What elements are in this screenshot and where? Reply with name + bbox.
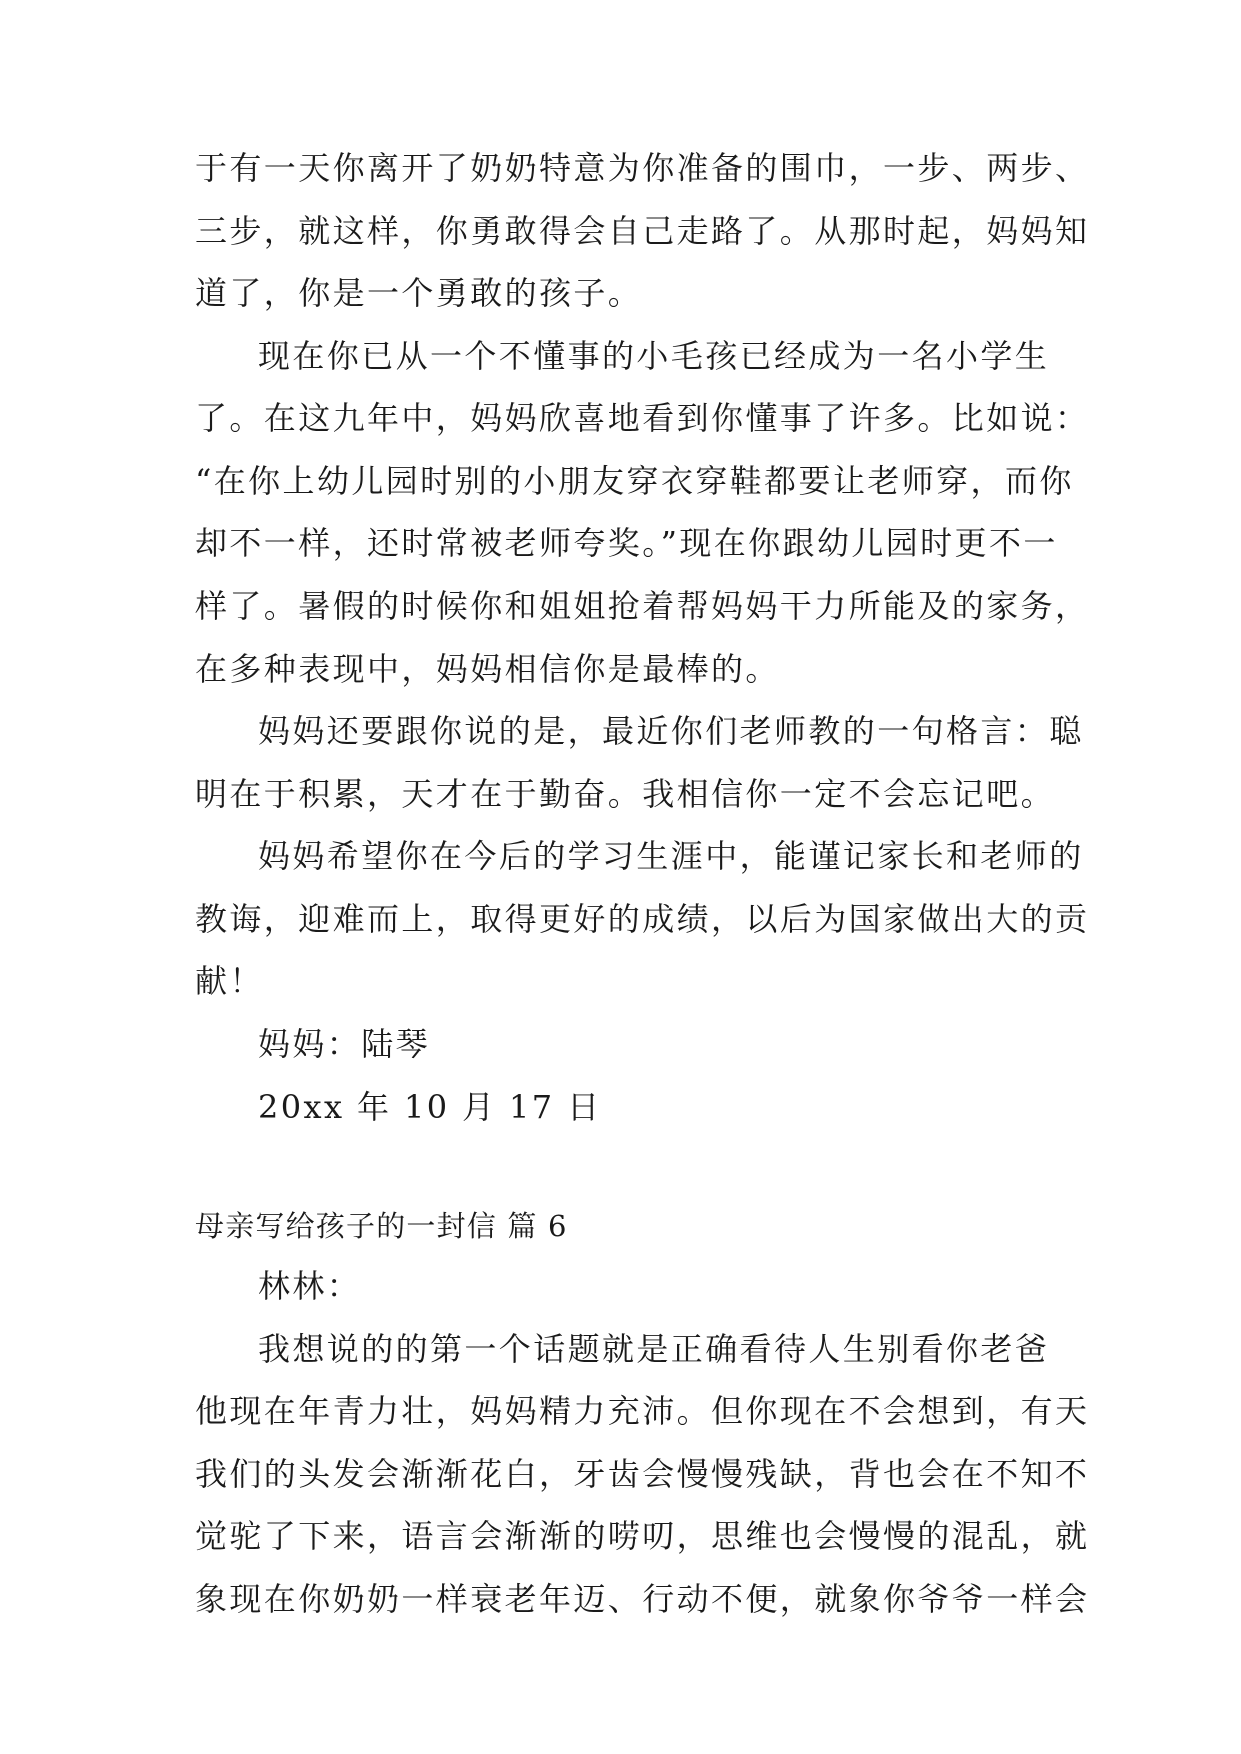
signature-line: 妈妈：陆琴 bbox=[258, 1025, 431, 1063]
paragraph-line: 在多种表现中，妈妈相信你是最棒的。 bbox=[195, 650, 780, 688]
paragraph-line: 我想说的的第一个话题就是正确看待人生别看你老爸 bbox=[258, 1330, 1050, 1368]
paragraph-line: 道了，你是一个勇敢的孩子。 bbox=[195, 274, 643, 312]
paragraph-line: “在你上幼儿园时别的小朋友穿衣穿鞋都要让老师穿，而你 bbox=[195, 462, 1074, 500]
paragraph-line: 教诲，迎难而上，取得更好的成绩，以后为国家做出大的贡 bbox=[195, 900, 1090, 938]
section-title: 母亲写给孩子的一封信 篇 6 bbox=[195, 1209, 568, 1243]
paragraph-line: 现在你已从一个不懂事的小毛孩已经成为一名小学生 bbox=[258, 337, 1050, 375]
date-line: 20xx 年 10 月 17 日 bbox=[258, 1088, 602, 1126]
paragraph-line: 样了。暑假的时候你和姐姐抢着帮妈妈干力所能及的家务， bbox=[195, 587, 1090, 625]
paragraph-line: 象现在你奶奶一样衰老年迈、行动不便，就象你爷爷一样会 bbox=[195, 1580, 1090, 1618]
paragraph-line: 却不一样，还时常被老师夸奖。”现在你跟幼儿园时更不一 bbox=[195, 524, 1058, 562]
paragraph-line: 他现在年青力壮，妈妈精力充沛。但你现在不会想到，有天 bbox=[195, 1392, 1090, 1430]
paragraph-line: 献！ bbox=[195, 962, 264, 1000]
paragraph-line: 觉驼了下来，语言会渐渐的唠叨，思维也会慢慢的混乱，就 bbox=[195, 1517, 1090, 1555]
paragraph-line: 明在于积累，天才在于勤奋。我相信你一定不会忘记吧。 bbox=[195, 775, 1056, 813]
paragraph-line: 于有一天你离开了奶奶特意为你准备的围巾，一步、两步、 bbox=[195, 149, 1090, 187]
salutation-line: 林林： bbox=[258, 1267, 362, 1305]
paragraph-line: 妈妈希望你在今后的学习生涯中，能谨记家长和老师的 bbox=[258, 837, 1084, 875]
paragraph-line: 我们的头发会渐渐花白，牙齿会慢慢残缺，背也会在不知不 bbox=[195, 1455, 1090, 1493]
paragraph-line: 妈妈还要跟你说的是，最近你们老师教的一句格言：聪 bbox=[258, 712, 1084, 750]
paragraph-line: 三步，就这样，你勇敢得会自己走路了。从那时起，妈妈知 bbox=[195, 212, 1090, 250]
paragraph-line: 了。在这九年中，妈妈欣喜地看到你懂事了许多。比如说： bbox=[195, 399, 1090, 437]
